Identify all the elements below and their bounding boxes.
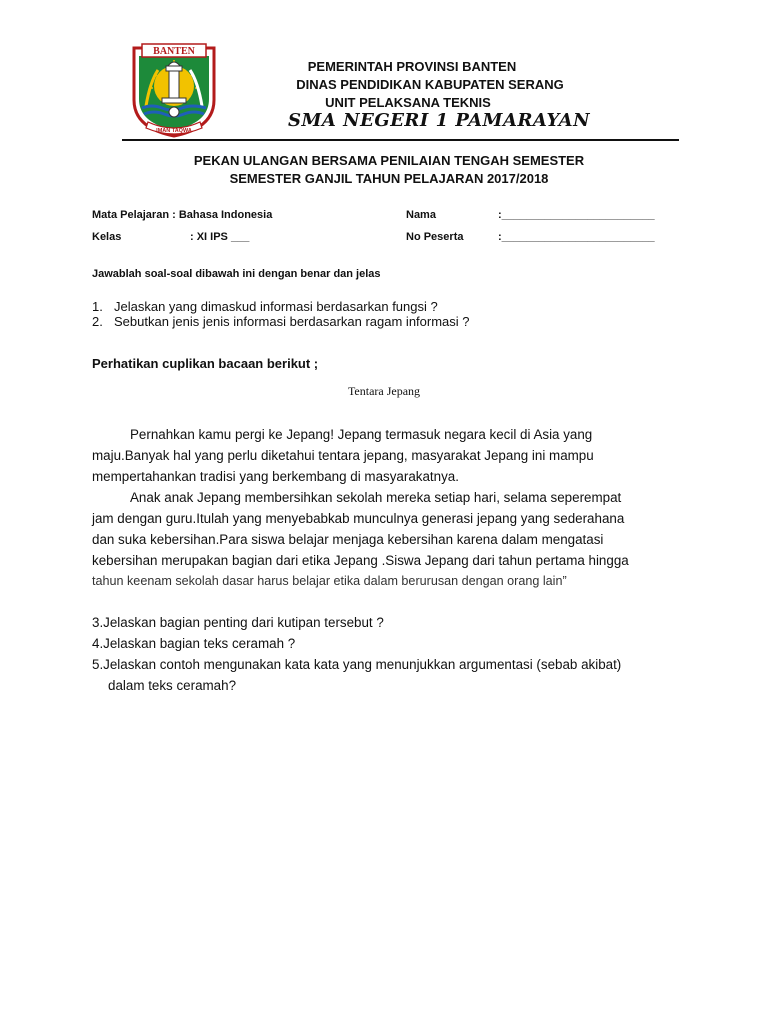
question-item: 3.Jelaskan bagian penting dari kutipan tersebut ?: [92, 615, 384, 630]
participant-number-label: No Peserta: [406, 231, 464, 243]
exam-title: [150, 152, 628, 188]
reading-passage: [92, 424, 702, 592]
exam-title-line2: SEMESTER GANJIL TAHUN PELAJARAN 2017/2018: [229, 171, 549, 186]
participant-number-field[interactable]: :_________________________: [498, 231, 655, 243]
question-item: [92, 314, 470, 329]
header-divider: [122, 139, 679, 141]
subject-label: Mata Pelajaran : Bahasa Indonesia: [92, 209, 273, 221]
question-text: Sebutkan jenis jenis informasi berdasarkan ragam informasi ?: [114, 314, 470, 329]
passage-line: kebersihan merupakan bagian dari etika Jepang .Siswa Jepang dari tahun pertama hingga: [92, 553, 629, 568]
passage-line: Pernahkan kamu pergi ke Jepang! Jepang termasuk negara kecil di Asia yang: [130, 427, 593, 442]
passage-line: tahun keenam sekolah dasar harus belajar etika dalam berurusan dengan orang lain”: [92, 574, 567, 588]
school-name: SMA NEGERI 1 PAMARAYAN: [288, 110, 591, 131]
instruction-text: Jawablah soal-soal dibawah ini dengan benar dan jelas: [92, 268, 381, 280]
question-item: 4.Jelaskan bagian teks ceramah ?: [92, 636, 296, 651]
question-number: 1.: [92, 299, 103, 314]
reading-heading: Perhatikan cuplikan bacaan berikut ;: [92, 356, 319, 371]
passage-line: dan suka kebersihan.Para siswa belajar menjaga kebersihan karena dalam mengatasi: [92, 532, 604, 547]
question-item: [92, 299, 470, 314]
institution-header: [250, 58, 610, 112]
passage-line: maju.Banyak hal yang perlu diketahui tentara jepang, masyarakat Jepang ini mampu: [92, 448, 594, 463]
header-line-department: DINAS PENDIDIKAN KABUPATEN SERANG: [296, 77, 564, 92]
question-item-continuation: dalam teks ceramah?: [108, 678, 237, 693]
passage-line: jam dengan guru.Itulah yang menyebabkab munculnya generasi jepang yang sederahana: [92, 511, 625, 526]
passage-title: Tentara Jepang: [347, 384, 421, 398]
name-field[interactable]: :_________________________: [498, 209, 655, 221]
name-label: Nama: [406, 209, 436, 221]
question-number: 2.: [92, 314, 103, 329]
passage-line: Anak anak Jepang membersihkan sekolah mereka setiap hari, selama seperempat: [130, 490, 622, 505]
header-line-province: PEMERINTAH PROVINSI BANTEN: [307, 59, 517, 74]
question-list-part1: [92, 299, 470, 329]
question-item: 5.Jelaskan contoh mengunakan kata kata yang menunjukkan argumentasi (sebab akibat): [92, 657, 622, 672]
exam-title-line1: PEKAN ULANGAN BERSAMA PENILAIAN TENGAH SEMESTER: [193, 153, 585, 168]
logo-bottom-text: IMAN TAQWA: [156, 128, 192, 134]
passage-line: mempertahankan tradisi yang berkembang di masyarakatnya.: [92, 469, 459, 484]
header-line-unit: UNIT PELAKSANA TEKNIS: [325, 95, 491, 110]
class-label: Kelas: [92, 231, 122, 243]
question-list-part2: [92, 612, 621, 696]
question-text: Jelaskan yang dimaskud informasi berdasarkan fungsi ?: [114, 299, 438, 314]
logo-top-text: BANTEN: [153, 46, 195, 57]
banten-coat-of-arms-icon: [128, 42, 220, 140]
class-value[interactable]: : XI IPS ___: [190, 231, 250, 243]
